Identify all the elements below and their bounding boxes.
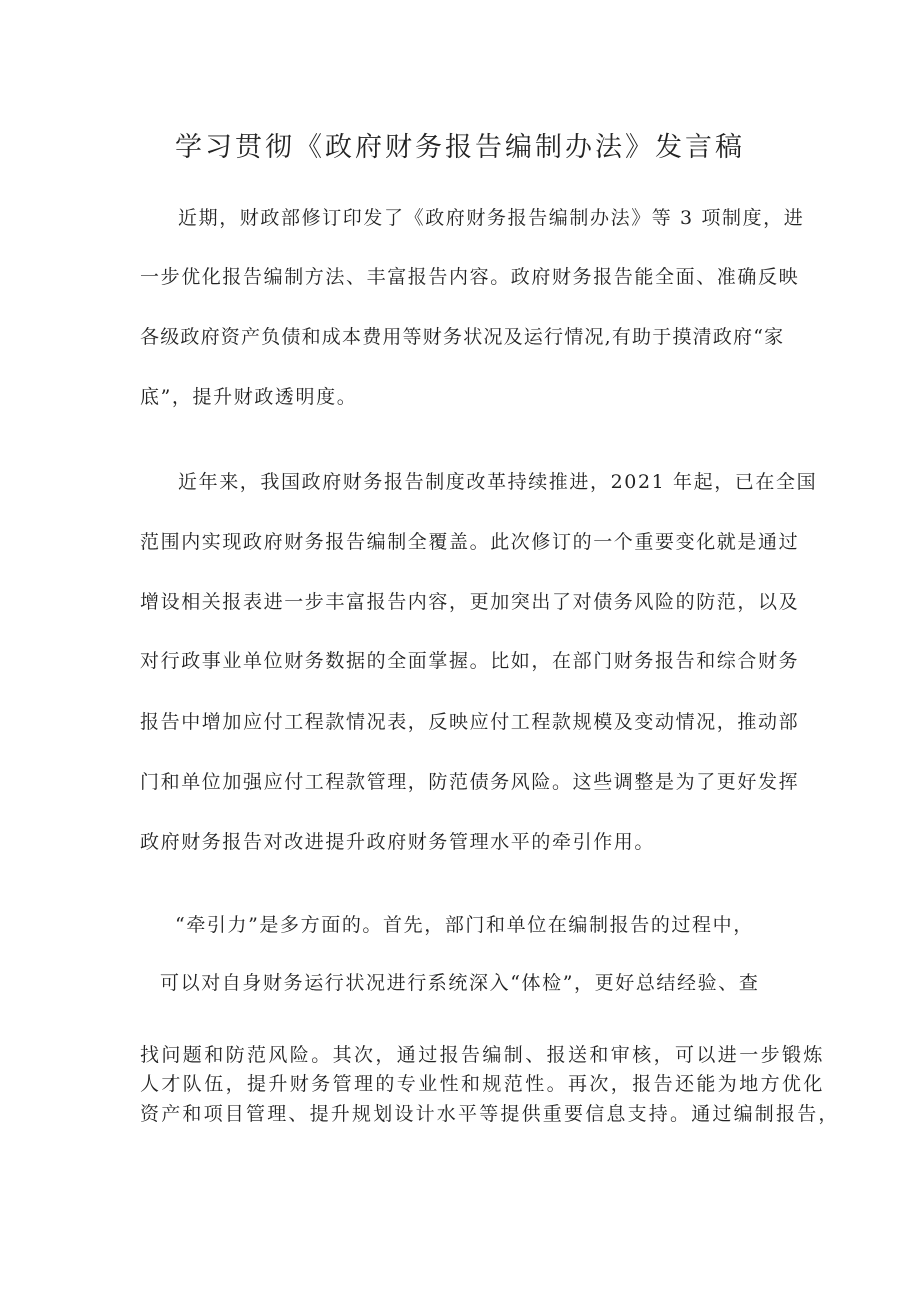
paragraph-1-line-2: 一步优化报告编制方法、丰富报告内容。政府财务报告能全面、准确反映 (140, 266, 800, 288)
paragraph-1-line-4: 底”，提升财政透明度。 (140, 386, 358, 408)
paragraph-3-line-2: 可以对自身财务运行状况进行系统深入“体检”，更好总结经验、查 (160, 972, 760, 994)
paragraph-2-line-5: 报告中增加应付工程款情况表，反映应付工程款规模及变动情况，推动部 (140, 711, 800, 733)
paragraph-2-line-1: 近年来，我国政府财务报告制度改革持续推进，2021 年起，已在全国 (178, 471, 818, 493)
paragraph-2-line-2: 范围内实现政府财务报告编制全覆盖。此次修订的一个重要变化就是通过 (140, 531, 800, 553)
paragraph-3-line-5: 资产和项目管理、提升规划设计水平等提供重要信息支持。通过编制报告， (140, 1103, 840, 1125)
paragraph-1-line-3: 各级政府资产负债和成本费用等财务状况及运行情况,有助于摸清政府“家 (140, 326, 785, 348)
paragraph-2-line-4: 对行政事业单位财务数据的全面掌握。比如，在部门财务报告和综合财务 (140, 650, 800, 672)
paragraph-3-line-3: 找问题和防范风险。其次，通过报告编制、报送和审核，可以进一步锻炼 (140, 1044, 825, 1066)
paragraph-2-line-6: 门和单位加强应付工程款管理，防范债务风险。这些调整是为了更好发挥 (140, 771, 800, 793)
paragraph-2-line-7: 政府财务报告对改进提升政府财务管理水平的牵引作用。 (140, 831, 656, 853)
document-title: 学习贯彻《政府财务报告编制办法》发言稿 (175, 132, 745, 163)
paragraph-3-line-1: “牵引力”是多方面的。首先，部门和单位在编制报告的过程中， (175, 914, 754, 936)
paragraph-2-line-3: 增设相关报表进一步丰富报告内容，更加突出了对债务风险的防范，以及 (140, 591, 800, 613)
paragraph-3-line-4: 人才队伍，提升财务管理的专业性和规范性。再次，报告还能为地方优化 (140, 1073, 825, 1095)
paragraph-1-line-1: 近期，财政部修订印发了《政府财务报告编制办法》等 3 项制度，进 (178, 207, 805, 229)
